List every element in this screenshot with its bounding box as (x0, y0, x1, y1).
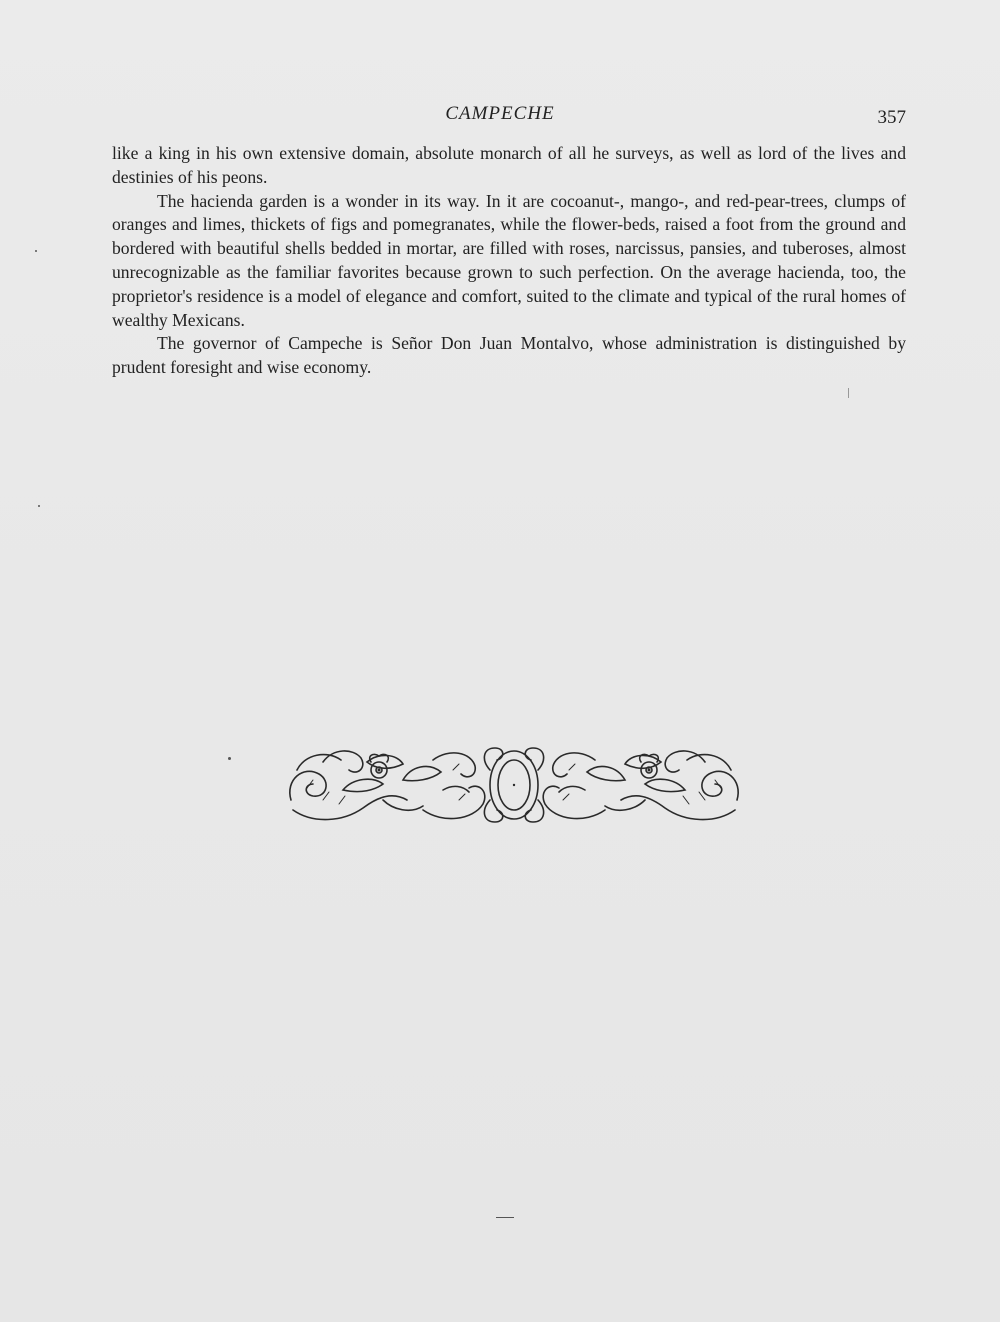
page-number: 357 (877, 107, 906, 128)
running-head (0, 103, 1000, 129)
paragraph-governor: The governor of Campeche is Señor Don Juan Montalvo, whose administration is distinguished by prudent foresight and wise economy. (112, 333, 906, 378)
paragraph-hacienda-garden: The hacienda garden is a wonder in its way. In it are cocoanut-, mango-, and red-pear-trees, clumps of oranges and limes, thickets of figs and pomegranates, while the flower-beds, raised a foot from the ground and bordered with beautiful shells bedded in mortar, are filled with roses, narcissus, pansies, and tuberoses, almost unrecognizable as the familiar favorites because grown to such perfection. On the average hacienda, too, the proprietor's residence is a model of elegance and comfort, suited to the climate and typical of the rural homes of wealthy Mexicans. (112, 190, 906, 330)
running-title: CAMPECHE (445, 103, 555, 124)
body-text (112, 142, 906, 380)
paragraph-continuation: like a king in his own extensive domain, absolute monarch of all he surveys, as well as lord of the lives and destinies of his peons. (112, 143, 906, 187)
floral-scroll-ornament-icon (283, 740, 745, 830)
